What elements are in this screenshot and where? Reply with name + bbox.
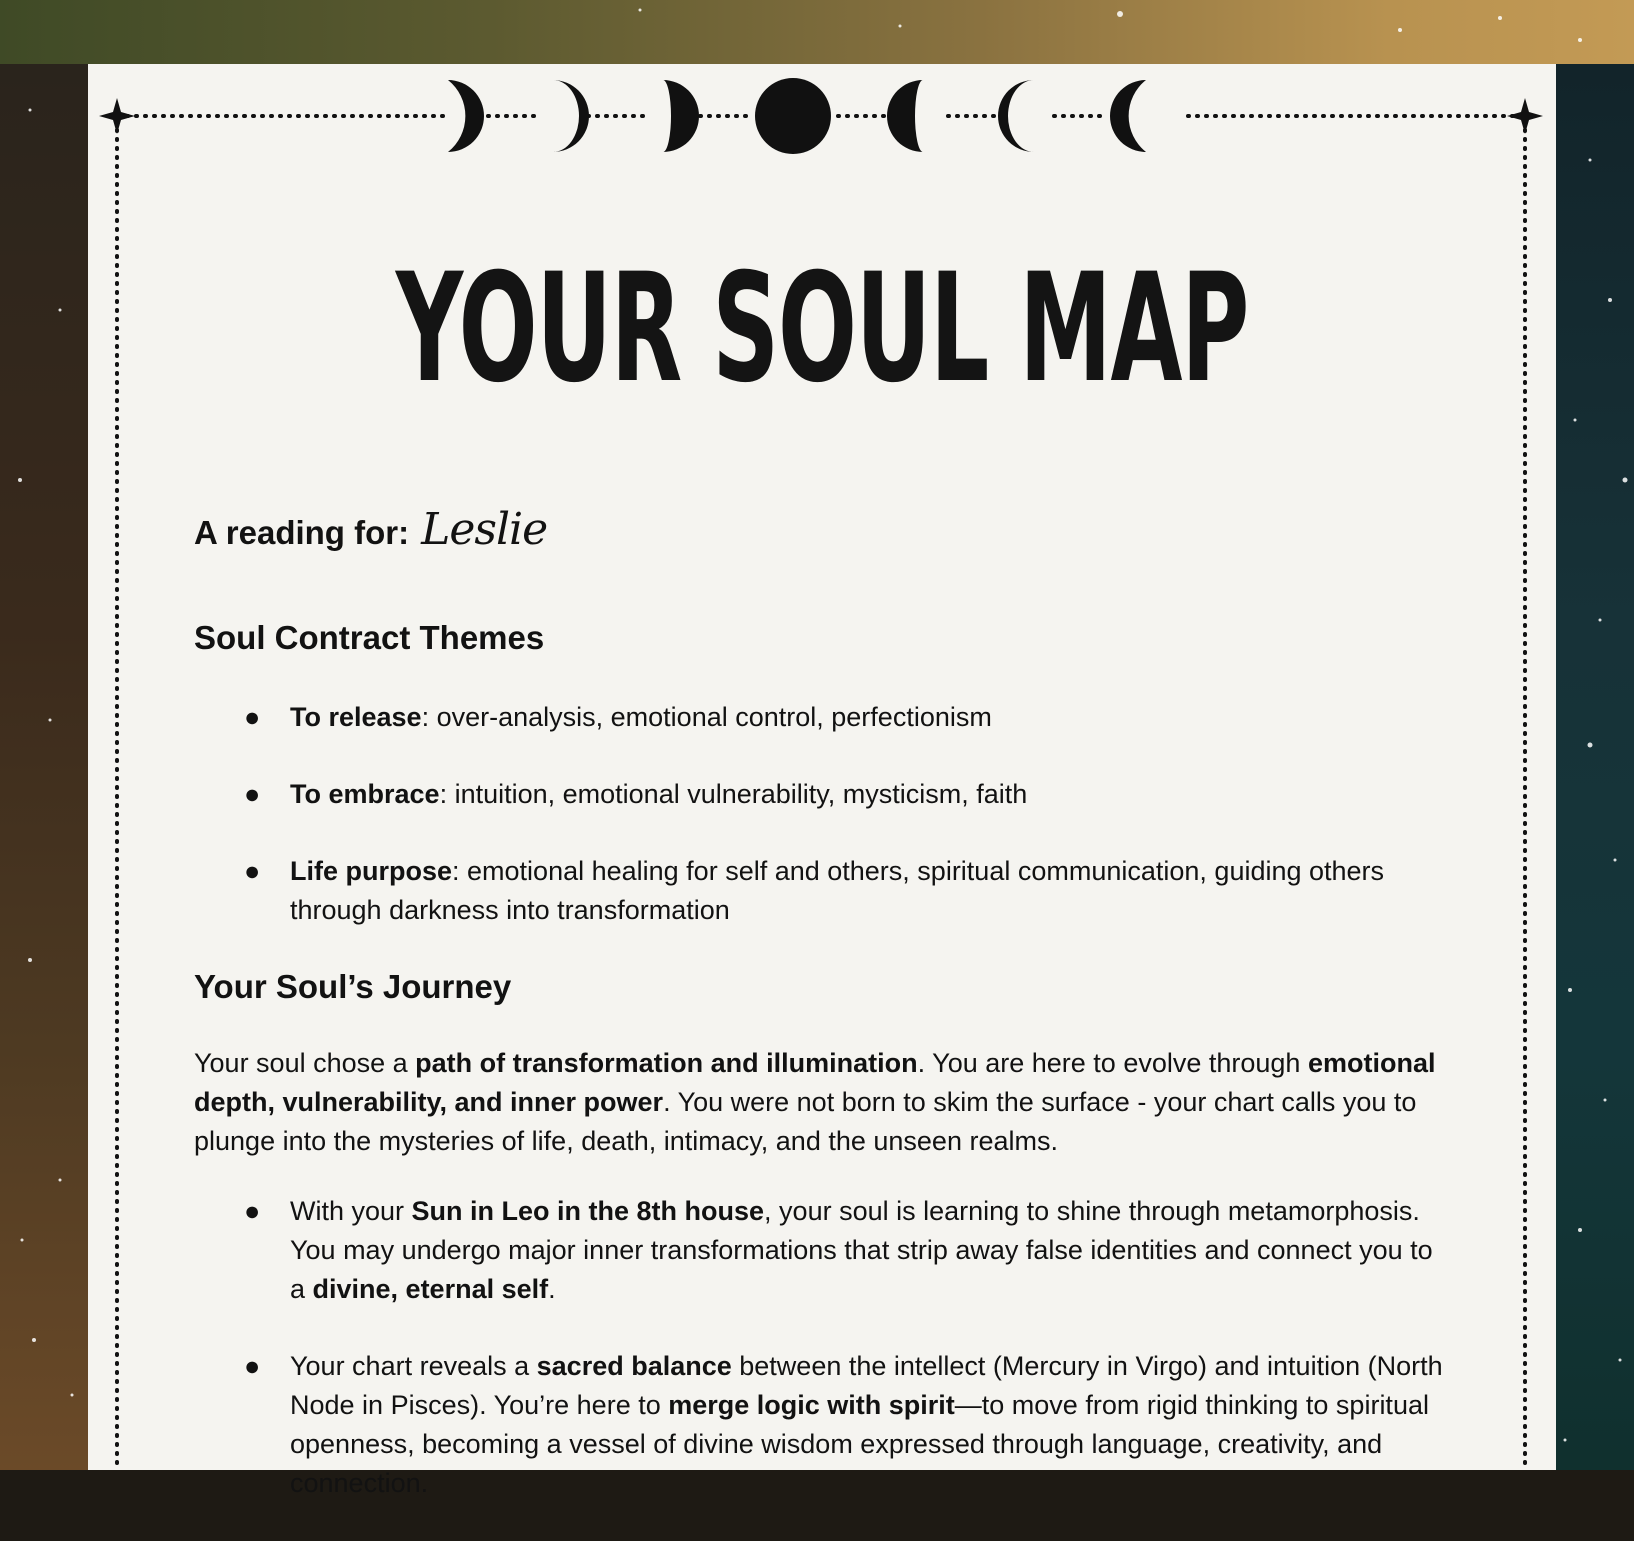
reading-label: A reading for: bbox=[194, 514, 410, 551]
theme-term: Life purpose bbox=[290, 856, 453, 886]
soul-contract-heading: Soul Contract Themes bbox=[194, 619, 545, 656]
moon-waning-crescent-icon bbox=[998, 80, 1034, 152]
background-right-band bbox=[1556, 64, 1634, 1470]
theme-text: intuition, emotional vulnerability, mysticism, faith bbox=[447, 779, 1028, 809]
theme-text: emotional healing for self and others, spiritual communication, guiding others through darkness into transformation bbox=[290, 856, 1385, 925]
corner-star-left-icon bbox=[99, 98, 135, 134]
theme-term: To release bbox=[290, 702, 422, 732]
soul-contract-list bbox=[194, 698, 1454, 930]
bullet-icon: ● bbox=[244, 702, 261, 732]
reading-for-line bbox=[194, 504, 547, 555]
theme-term: To embrace bbox=[290, 779, 440, 809]
theme-text: over-analysis, emotional control, perfectionism bbox=[429, 702, 992, 732]
soul-journey-list bbox=[194, 1192, 1454, 1541]
soul-journey-heading: Your Soul’s Journey bbox=[194, 968, 512, 1005]
moon-waxing-crescent-2-icon bbox=[553, 80, 589, 152]
document-page bbox=[88, 64, 1556, 1498]
list-item: ● Your chart reveals a sacred balance between the intellect (Mercury in Virgo) and intuition (North Node in Pisces). You’re here to merge logic with spirit—to move from rigid thinking to spiritual openness, becoming a vessel of divine wisdom expressed through language, creativity, and connection. bbox=[194, 1347, 1454, 1503]
bullet-icon: ● bbox=[244, 779, 261, 809]
journey-intro-paragraph: Your soul chose a path of transformation and illumination. You are here to evolve through emotional depth, vulnerability, and inner power. You were not born to skim the surface - your chart calls you to plunge into the mysteries of life, death, intimacy, and the unseen realms. bbox=[194, 1048, 1436, 1156]
moon-full-icon bbox=[755, 78, 831, 154]
list-item: ● To release: over-analysis, emotional control, perfectionism bbox=[194, 698, 1454, 737]
page-title: YOUR SOUL MAP bbox=[395, 242, 1249, 416]
bullet-icon: ● bbox=[244, 856, 261, 886]
corner-star-right-icon bbox=[1507, 98, 1543, 134]
bullet-icon: ● bbox=[244, 1196, 261, 1226]
background-top-band bbox=[0, 0, 1634, 64]
bullet-icon: ● bbox=[244, 1351, 261, 1381]
list-item: ● With your Sun in Leo in the 8th house, your soul is learning to shine through metamorphosis. You may undergo major inner transformations that strip away false identities and connect you to a divine, eternal self. bbox=[194, 1192, 1454, 1309]
moon-waxing-gibbous-icon bbox=[663, 80, 699, 152]
list-item: ● Life purpose: emotional healing for self and others, spiritual communication, guiding others through darkness into transformation bbox=[194, 852, 1454, 930]
background-left-band bbox=[0, 64, 88, 1470]
moon-waxing-crescent-icon bbox=[448, 80, 484, 152]
client-name: Leslie bbox=[421, 504, 548, 555]
moon-waning-gibbous-icon bbox=[887, 80, 923, 152]
moon-waning-crescent-2-icon bbox=[1110, 80, 1146, 152]
list-item: ● To embrace: intuition, emotional vulnerability, mysticism, faith bbox=[194, 775, 1454, 814]
